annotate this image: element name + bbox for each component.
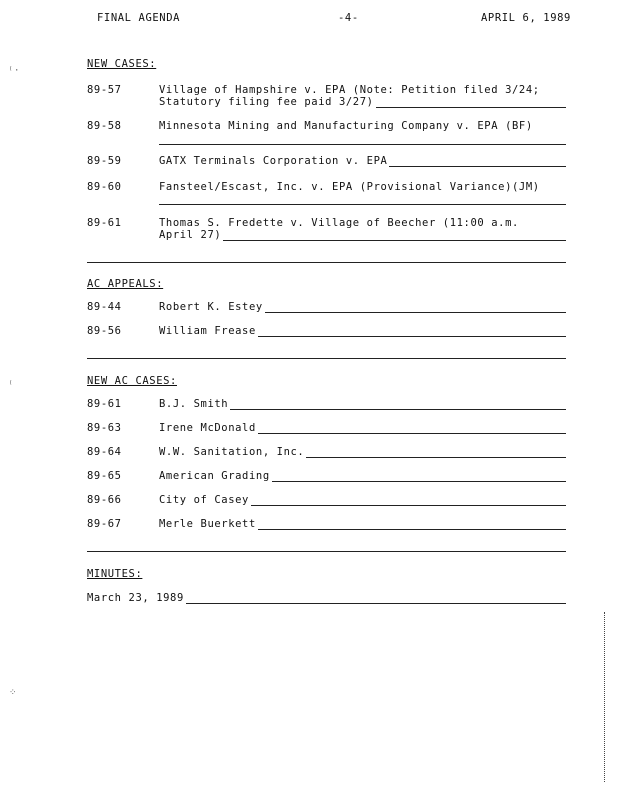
ac-case-row: [87, 422, 566, 436]
case-row-89-60: [87, 181, 566, 195]
header-title: FINAL AGENDA: [97, 12, 181, 24]
new-ac-cases-heading: NEW AC CASES:: [87, 375, 177, 387]
case-number: 89-65: [87, 470, 122, 482]
case-title-continued: Statutory filing fee paid 3/27): [159, 96, 374, 108]
case-title: Fansteel/Escast, Inc. v. EPA (Provisional Variance)(JM): [159, 181, 540, 193]
appeal-row-89-56: [87, 325, 566, 339]
party-name: William Frease: [159, 325, 256, 337]
case-number: 89-59: [87, 155, 122, 167]
fill-line: [258, 518, 566, 530]
case-number: 89-58: [87, 120, 122, 132]
fill-line: [306, 446, 566, 458]
case-row-89-59: [87, 155, 566, 169]
fill-line: [159, 204, 566, 205]
ac-case-row: [87, 446, 566, 460]
scan-speck: ⁽·: [8, 66, 21, 76]
blank-line: [87, 262, 566, 263]
case-title: Minnesota Mining and Manufacturing Company v. EPA (BF): [159, 120, 533, 132]
fill-line: [186, 592, 566, 604]
party-name: City of Casey: [159, 494, 249, 506]
party-name: B.J. Smith: [159, 398, 229, 410]
case-number: 89-63: [87, 422, 122, 434]
party-name: Irene McDonald: [159, 422, 256, 434]
case-number: 89-66: [87, 494, 122, 506]
ac-case-row: [87, 518, 566, 532]
fill-line: [223, 229, 566, 241]
case-row-89-61: [87, 217, 566, 241]
minutes-heading: MINUTES:: [87, 568, 143, 580]
party-name: W.W. Sanitation, Inc.: [159, 446, 305, 458]
case-number: 89-60: [87, 181, 122, 193]
minutes-row: [87, 592, 566, 606]
fill-line: [258, 325, 566, 337]
fill-line: [389, 155, 566, 167]
ac-case-row: [87, 494, 566, 508]
fill-line: [376, 96, 566, 108]
ac-case-row: [87, 470, 566, 484]
party-name: Robert K. Estey: [159, 301, 263, 313]
scan-speck: ⁘: [9, 688, 18, 698]
page-edge-shadow: [604, 612, 605, 782]
blank-line: [87, 358, 566, 359]
ac-appeals-heading: AC APPEALS:: [87, 278, 164, 290]
case-number: 89-67: [87, 518, 122, 530]
case-row-89-57: [87, 84, 566, 108]
fill-line: [272, 470, 566, 482]
party-name: American Grading: [159, 470, 270, 482]
case-number: 89-57: [87, 84, 122, 96]
case-row-89-58: [87, 120, 566, 134]
scan-speck: ⁽: [8, 380, 15, 390]
case-number: 89-64: [87, 446, 122, 458]
page-number: -4-: [338, 12, 359, 24]
party-name: Merle Buerkett: [159, 518, 256, 530]
case-number: 89-61: [87, 217, 122, 229]
blank-line: [87, 551, 566, 552]
fill-line: [258, 422, 566, 434]
fill-line: [265, 301, 566, 313]
appeal-row-89-44: [87, 301, 566, 315]
case-title: Thomas S. Fredette v. Village of Beecher (11:00 a.m.: [159, 217, 519, 229]
case-title-continued: April 27): [159, 229, 222, 241]
case-number: 89-56: [87, 325, 122, 337]
case-number: 89-44: [87, 301, 122, 313]
fill-line: [251, 494, 566, 506]
fill-line: [230, 398, 566, 410]
ac-case-row: [87, 398, 566, 412]
case-title: Village of Hampshire v. EPA (Note: Petition filed 3/24;: [159, 84, 540, 96]
case-number: 89-61: [87, 398, 122, 410]
fill-line: [159, 144, 566, 145]
case-title: GATX Terminals Corporation v. EPA: [159, 155, 388, 167]
new-cases-heading: NEW CASES:: [87, 58, 157, 70]
header-date: APRIL 6, 1989: [481, 12, 571, 24]
minutes-date: March 23, 1989: [87, 592, 184, 604]
